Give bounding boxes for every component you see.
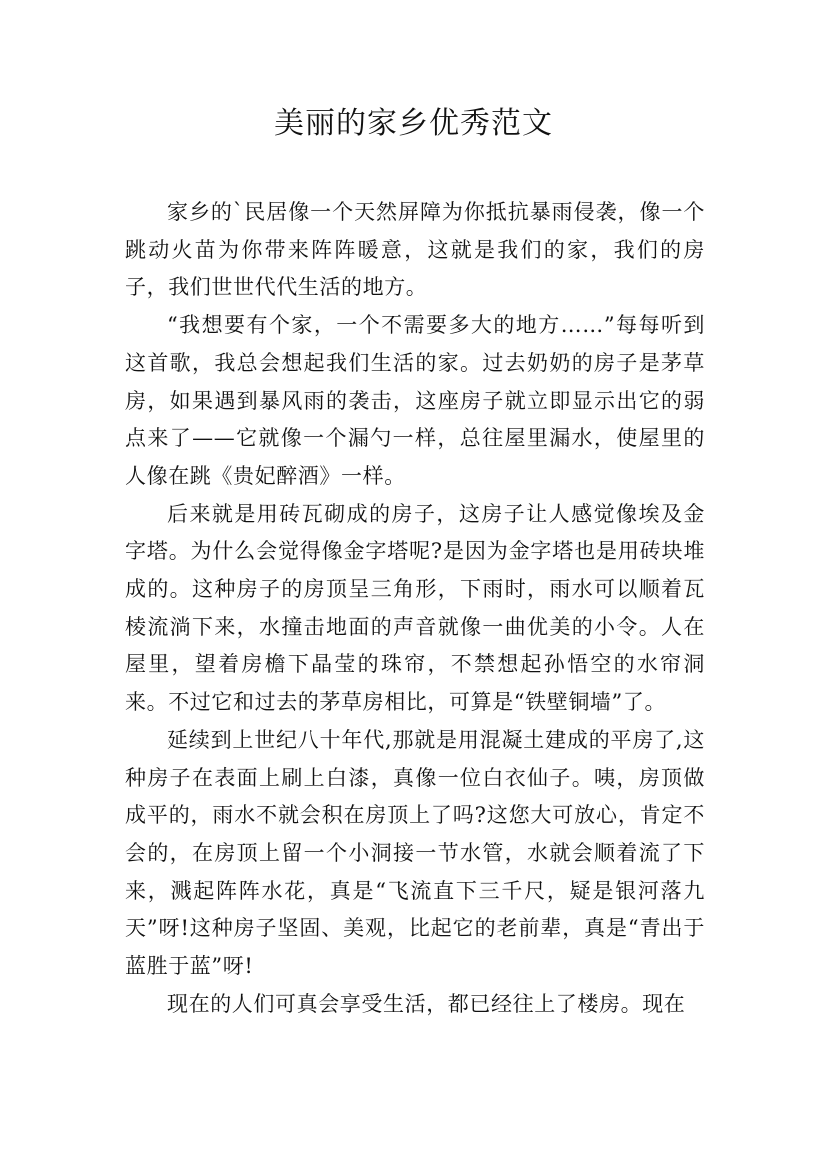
document-body [125, 194, 705, 1023]
document-title: 美丽的家乡优秀范文 [274, 106, 553, 141]
paragraph-5: 现在的人们可真会享受生活，都已经往上了楼房。现在 [167, 991, 686, 1016]
paragraph-3: 后来就是用砖瓦砌成的房子，这房子让人感觉像埃及金字塔。为什么会觉得像金字塔呢?是因为金字塔也是用砖块堆成的。这种房子的房顶呈三角形，下雨时，雨水可以顺着瓦棱流淌下来，水撞击地面的声音就像一曲优美的小令。人在屋里，望着房檐下晶莹的珠帘，不禁想起孙悟空的水帘洞来。不过它和过去的茅草房相比，可算是“铁壁铜墙”了。 [125, 501, 705, 715]
paragraph-2: “我想要有个家，一个不需要多大的地方……”每每听到这首歌，我总会想起我们生活的家。过去奶奶的房子是茅草房，如果遇到暴风雨的袭击，这座房子就立即显示出它的弱点来了——它就像一个漏勺一样，总往屋里漏水，使屋里的人像在跳《贵妃醉酒》一样。 [125, 313, 705, 488]
paragraph-1: 家乡的`民居像一个天然屏障为你抵抗暴雨侵袭，像一个跳动火苗为你带来阵阵暖意，这就是我们的家，我们的房子，我们世世代代生活的地方。 [125, 200, 705, 300]
paragraph-4: 延续到上世纪八十年代,那就是用混凝土建成的平房了,这种房子在表面上刷上白漆，真像一位白衣仙子。咦，房顶做成平的，雨水不就会积在房顶上了吗?这您大可放心，肯定不会的，在房顶上留一个小洞接一节水管，水就会顺着流了下来，溅起阵阵水花，真是“飞流直下三千尺，疑是银河落九天”呀!这种房子坚固、美观，比起它的老前辈，真是“青出于蓝胜于蓝”呀! [125, 727, 705, 979]
